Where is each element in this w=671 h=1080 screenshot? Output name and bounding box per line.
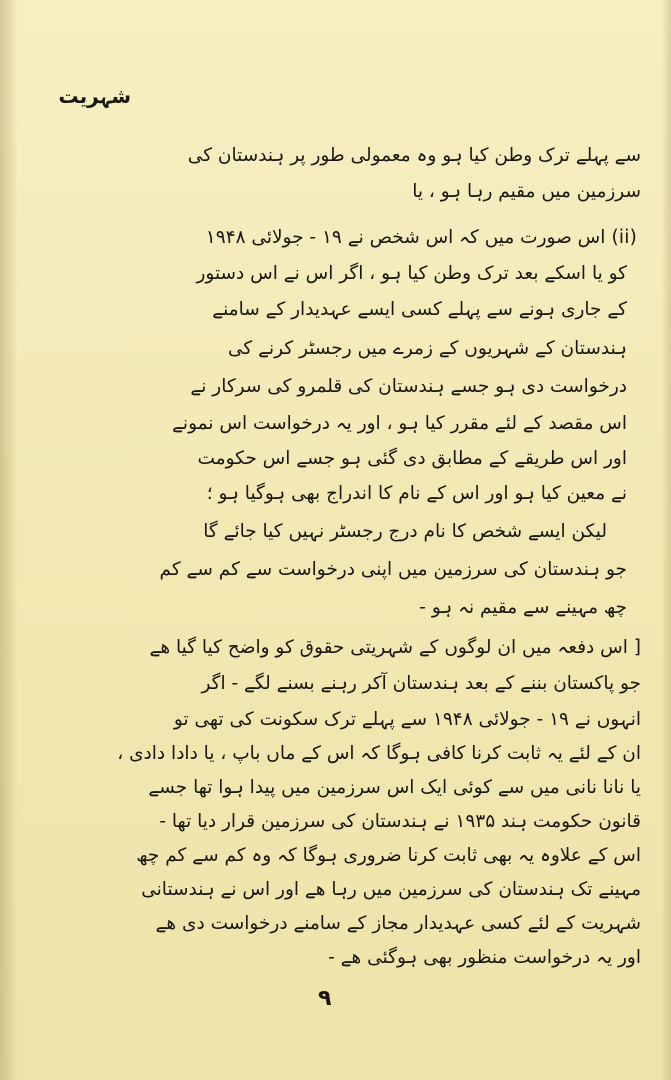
text-line: شہریت کے لئے کسی عہدیدار مجاز کے سامنے درخواست دی ھے xyxy=(155,913,641,934)
text-line: اس کے علاوہ یہ بھی ثابت کرنا ضروری ہوگا کہ وہ کم سے کم چھ xyxy=(136,845,641,866)
page-edge-shadow xyxy=(661,0,671,1080)
text-line: چھ مہینے سے مقیم نہ ہو - xyxy=(419,597,627,618)
text-line: سرزمین میں مقیم رہا ہو ، یا xyxy=(412,181,641,202)
text-line: جو ہندستان کی سرزمین میں اپنی درخواست سے کم سے کم xyxy=(159,559,627,580)
text-line: کو یا اسکے بعد ترک وطن کیا ہو ، اگر اس نے اس دستور xyxy=(196,263,627,284)
text-line: کے جاری ہونے سے پہلے کسی ایسے عہدیدار کے سامنے xyxy=(212,299,627,320)
text-line: ہندستان کے شہریوں کے زمرے میں رجسٹر کرنے کی xyxy=(228,338,627,359)
text-line: لیکن ایسے شخص کا نام درج رجسٹر نہیں کیا جائے گا xyxy=(203,521,607,542)
text-line: (ii) اس صورت میں کہ اس شخص نے ۱۹ - جولائی ۱۹۴۸ xyxy=(205,227,637,248)
text-line: ان کے لئے یہ ثابت کرنا کافی ہوگا کہ اس کے ماں باپ ، یا دادا دادی ، xyxy=(117,743,641,764)
text-line: مہینے تک ہندستان کی سرزمین میں رہا ھے اور اس نے ہندستانی xyxy=(141,879,641,900)
text-line: درخواست دی ہو جسے ہندستان کی قلمرو کی سرکار نے xyxy=(190,376,627,397)
text-line: یا نانا نانی میں سے کوئی ایک اس سرزمین میں پیدا ہوا تھا جسے xyxy=(148,777,641,798)
text-line: انہوں نے ۱۹ - جولائی ۱۹۴۸ سے پہلے ترک سکونت کی تھی تو xyxy=(173,709,641,730)
text-line: سے پہلے ترک وطن کیا ہو وہ معمولی طور پر ہندستان کی xyxy=(187,145,641,166)
text-line: قانون حکومت ہند ۱۹۳۵ نے ہندستان کی سرزمین قرار دیا تھا - xyxy=(159,811,641,832)
text-line: نے معین کیا ہو اور اس کے نام کا اندراج بھی ہوگیا ہو ؛ xyxy=(206,483,627,504)
text-line: اور اس طریقے کے مطابق دی گئی ہو جسے اس حکومت xyxy=(197,448,627,469)
page-number: ۹ xyxy=(318,986,332,1011)
text-line: جو پاکستان بننے کے بعد ہندستان آکر رہنے بسنے لگے - اگر xyxy=(201,673,641,694)
running-header: شہریت xyxy=(58,84,131,108)
text-line: [ اس دفعہ میں ان لوگوں کے شہریتی حقوق کو واضح کیا گیا ھے xyxy=(149,637,641,658)
text-line: اور یہ درخواست منظور بھی ہوگئی ھے - xyxy=(328,947,641,968)
binding-shadow xyxy=(0,0,18,1080)
text-line: اس مقصد کے لئے مقرر کیا ہو ، اور یہ درخواست اس نمونے xyxy=(172,413,627,434)
